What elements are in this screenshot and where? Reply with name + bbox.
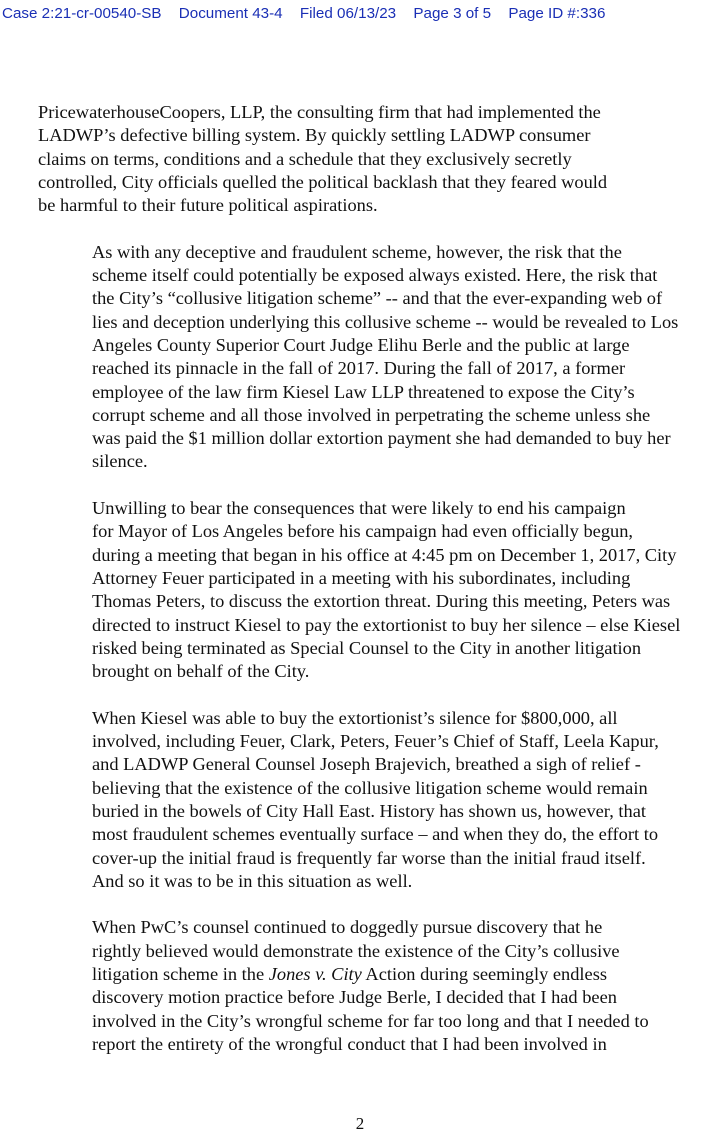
filed-date: Filed 06/13/23 <box>299 5 397 22</box>
document-body <box>38 101 693 1079</box>
text-line: most fraudulent schemes eventually surface – and when they do, the effort to <box>92 824 659 845</box>
text-line-with-case-name <box>38 963 693 986</box>
text-line: When PwC’s counsel continued to doggedly pursue discovery that he <box>92 917 603 938</box>
case-number: Case 2:21-cr-00540-SB <box>2 5 162 22</box>
text-line: buried in the bowels of City Hall East. History has shown us, however, that <box>92 800 646 821</box>
text-line: corrupt scheme and all those involved in perpetrating the scheme unless she <box>92 404 651 425</box>
text-line: believing that the existence of the collusive litigation scheme would remain <box>92 777 648 798</box>
text-line: And so it was to be in this situation as well. <box>92 870 413 891</box>
text-line: was paid the $1 million dollar extortion payment she had demanded to buy her <box>92 428 671 449</box>
text-line: employee of the law firm Kiesel Law LLP threatened to expose the City’s <box>92 381 635 402</box>
page-of-total: Page 3 of 5 <box>413 5 492 22</box>
text-line: When Kiesel was able to buy the extortionist’s silence for $800,000, all <box>92 707 618 728</box>
text-line: be harmful to their future political aspirations. <box>38 195 378 216</box>
court-filing-header <box>2 5 718 22</box>
text-fragment: litigation scheme in the <box>92 963 269 984</box>
text-line: As with any deceptive and fraudulent scheme, however, the risk that the <box>92 241 622 262</box>
text-line: scheme itself could potentially be exposed always existed. Here, the risk that <box>92 265 658 286</box>
text-line: involved in the City’s wrongful scheme for far too long and that I needed to <box>92 1010 649 1031</box>
paragraph-4 <box>38 707 693 893</box>
text-line: directed to instruct Kiesel to pay the extortionist to buy her silence – else Kiesel <box>92 614 681 635</box>
page-id: Page ID #:336 <box>508 5 606 22</box>
text-line: reached its pinnacle in the fall of 2017. During the fall of 2017, a former <box>92 358 626 379</box>
text-fragment: Action during seemingly endless <box>361 963 608 984</box>
text-line: Attorney Feuer participated in a meeting with his subordinates, including <box>92 567 631 588</box>
case-name: Jones v. City <box>268 963 362 984</box>
text-line: involved, including Feuer, Clark, Peters, Feuer’s Chief of Staff, Leela Kapur, <box>92 731 659 752</box>
paragraph-1 <box>38 101 693 217</box>
page-number: 2 <box>355 1114 365 1133</box>
text-line: for Mayor of Los Angeles before his campaign had even officially begun, <box>92 521 633 542</box>
text-line: discovery motion practice before Judge Berle, I decided that I had been <box>92 987 617 1008</box>
text-line: risked being terminated as Special Counsel to the City in another litigation <box>92 637 642 658</box>
paragraph-3 <box>38 497 693 683</box>
text-line: during a meeting that began in his office at 4:45 pm on December 1, 2017, City <box>92 544 677 565</box>
text-line: Unwilling to bear the consequences that were likely to end his campaign <box>92 498 626 519</box>
text-line: and LADWP General Counsel Joseph Brajevich, breathed a sigh of relief - <box>92 754 641 775</box>
text-line: Angeles County Superior Court Judge Elihu Berle and the public at large <box>92 334 630 355</box>
document-number: Document 43-4 <box>178 5 283 22</box>
text-line: claims on terms, conditions and a schedule that they exclusively secretly <box>38 148 572 169</box>
text-line: lies and deception underlying this collusive scheme -- would be revealed to Los <box>92 311 679 332</box>
text-line: LADWP’s defective billing system. By quickly settling LADWP consumer <box>38 125 591 146</box>
text-line: PricewaterhouseCoopers, LLP, the consulting firm that had implemented the <box>38 102 601 122</box>
text-line: brought on behalf of the City. <box>92 661 310 682</box>
text-line: report the entirety of the wrongful conduct that I had been involved in <box>92 1033 607 1054</box>
text-line: cover-up the initial fraud is frequently far worse than the initial fraud itself. <box>92 847 646 868</box>
text-line: Thomas Peters, to discuss the extortion threat. During this meeting, Peters was <box>92 591 671 612</box>
paragraph-5 <box>38 916 693 1056</box>
text-line: the City’s “collusive litigation scheme” -- and that the ever-expanding web of <box>92 288 663 309</box>
text-line: silence. <box>92 451 148 472</box>
text-line: rightly believed would demonstrate the existence of the City’s collusive <box>92 940 620 961</box>
paragraph-2 <box>38 241 693 474</box>
text-line: controlled, City officials quelled the political backlash that they feared would <box>38 171 608 192</box>
